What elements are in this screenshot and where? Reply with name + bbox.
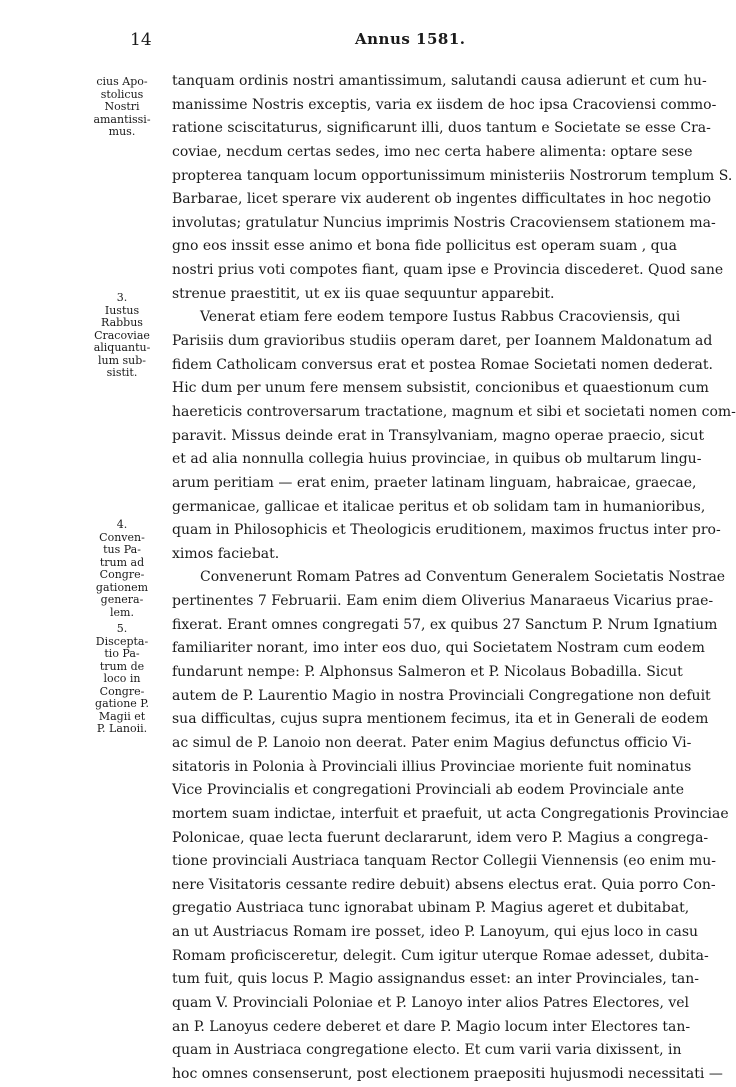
- text-line: ac simul de P. Lanoio non deerat. Pater enim Magius defunctus officio Vi-: [172, 734, 692, 751]
- page-header: [0, 30, 720, 54]
- text-line: et ad alia nonnulla collegia huius provinciae, in quibus ob multarum lingu-: [172, 451, 702, 468]
- text-line: sitatoris in Polonia à Provinciali illius Provinciae moriente fuit nominatus: [172, 758, 692, 775]
- text-line: Polonicae, quae lecta fuerunt declararunt, idem vero P. Magius a congrega-: [172, 829, 709, 846]
- text-line: arum peritiam — erat enim, praeter latinam linguam, habraicae, graecae,: [172, 474, 697, 491]
- margin-note-line: tio Pa-: [104, 647, 140, 660]
- margin-note-line: Magii et: [98, 709, 146, 723]
- text-line: Convenerunt Romam Patres ad Conventum Generalem Societatis Nostrae: [200, 569, 726, 586]
- margin-note-line: amantissi-: [93, 112, 151, 126]
- text-line: an P. Lanoyus cedere deberet et dare P. Magio locum inter Electores tan-: [172, 1018, 691, 1035]
- text-line: Hic dum per unum fere mensem subsistit, concionibus et quaestionum cum: [172, 380, 709, 397]
- text-line: paravit. Missus deinde erat in Transylvaniam, magno operae praecio, sicut: [172, 427, 705, 444]
- text-line: coviae, necdum certas sedes, imo nec certa habere alimenta: optare sese: [172, 143, 693, 160]
- running-title: Annus 1581.: [355, 30, 466, 48]
- text-line: nostri prius voti compotes fiant, quam ipse e Provincia discederet. Quod sane: [172, 262, 724, 279]
- margin-note-line: gatione P.: [95, 697, 149, 710]
- text-line: fidem Catholicam conversus erat et postea Romae Societati nomen dederat.: [172, 356, 713, 373]
- margin-note-line: Congre-: [99, 568, 145, 581]
- text-line: an ut Austriacus Romam ire posset, ideo P. Lanoyum, qui ejus loco in casu: [172, 924, 699, 941]
- text-line: autem de P. Laurentio Magio in nostra Provinciali Congregatione non defuit: [172, 687, 711, 704]
- margin-note-line: tus Pa-: [103, 543, 141, 556]
- margin-note-line: Conven-: [99, 530, 145, 544]
- text-line: fixerat. Erant omnes congregati 57, ex quibus 27 Sanctum P. Nrum Ignatium: [172, 616, 718, 633]
- text-line: mortem suam indictae, interfuit et praefuit, ut acta Congregationis Provinciae: [172, 805, 729, 822]
- body-text: [172, 70, 736, 1087]
- margin-note-line: cius Apo-: [96, 75, 148, 88]
- text-line: nere Visitatoris cessante redire debuit) absens electus erat. Quia porro Con-: [172, 876, 716, 893]
- text-line: involutas; gratulatur Nuncius imprimis Nostris Cracoviensem stationem ma-: [172, 214, 716, 231]
- margin-note-line: trum ad: [99, 555, 145, 569]
- margin-note-line: mus.: [108, 125, 136, 138]
- text-line: hoc omnes consenserunt, post electionem praepositi hujusmodi necessitati —: [172, 1065, 723, 1082]
- margin-note-line: genera-: [100, 593, 144, 606]
- margin-note-line: Congre-: [99, 684, 145, 698]
- margin-note-line: 3.: [116, 291, 128, 304]
- margin-note-line: 4.: [116, 518, 128, 531]
- text-line: ratione sciscitaturus, significarunt illi, duos tantum e Societate se esse Cra-: [172, 120, 711, 137]
- text-line: Parisiis dum gravioribus studiis operam daret, per Ioannem Maldonatum ad: [172, 333, 713, 350]
- margin-note-disceptatio: [74, 623, 170, 736]
- text-line: tione provinciali Austriaca tanquam Rector Collegii Viennensis (eo enim mu-: [172, 853, 716, 870]
- text-line: fundarunt nempe: P. Alphonsus Salmeron et P. Nicolaus Bobadilla. Sicut: [172, 664, 683, 681]
- margin-note-line: 5.: [116, 622, 128, 635]
- margin-note-line: Cracoviae: [94, 328, 150, 342]
- margin-note-line: Discepta-: [95, 634, 149, 648]
- text-line: Venerat etiam fere eodem tempore Iustus Rabbus Cracoviensis, qui: [200, 309, 681, 326]
- text-line: Vice Provincialis et congregationi Provinciali ab eodem Provinciale ante: [172, 782, 685, 799]
- margin-note-line: sistit.: [106, 366, 138, 379]
- text-line: tum fuit, quis locus P. Magio assignandus esset: an inter Provinciales, tan-: [172, 971, 699, 988]
- margin-note-line: Rabbus: [101, 316, 143, 329]
- margin-note-line: Iustus: [104, 303, 140, 317]
- text-line: strenue praestitit, ut ex iis quae sequuntur apparebit.: [172, 285, 555, 302]
- margin-note-conventus: [74, 519, 170, 619]
- text-line: manissime Nostris exceptis, varia ex iisdem de hoc ipsa Cracoviensi commo-: [172, 96, 717, 113]
- margin-note-line: P. Lanoii.: [96, 722, 148, 735]
- text-line: familiariter norant, imo inter eos duo, qui Societatem Nostram cum eodem: [172, 640, 705, 657]
- text-line: gregatio Austriaca tunc ignorabat ubinam P. Magius ageret et dubitabat,: [172, 900, 690, 917]
- text-line: quam in Austriaca congregatione electo. Et cum varii varia dixissent, in: [172, 1042, 682, 1059]
- text-line: pertinentes 7 Februarii. Eam enim diem Oliverius Manaraeus Vicarius prae-: [172, 593, 714, 610]
- margin-note-apostolicus: [74, 76, 170, 139]
- text-line: haereticis controversarum tractatione, magnum et sibi et societati nomen com-: [172, 403, 736, 420]
- margin-note-line: aliquantu-: [93, 341, 151, 354]
- margin-note-line: gationem: [95, 580, 149, 594]
- text-line: Barbarae, licet sperare vix auderent ob ingentes difficultates in hoc negotio: [172, 191, 712, 208]
- text-line: gno eos inssit esse animo et bona fide pollicitus est operam suam , qua: [172, 238, 677, 255]
- text-line: sua difficultas, cujus supra mentionem fecimus, ita et in Generali de eodem: [172, 711, 709, 728]
- text-line: quam in Philosophicis et Theologicis eruditionem, maximos fructus inter pro-: [172, 522, 721, 539]
- text-line: quam V. Provinciali Poloniae et P. Lanoyo inter alios Patres Electores, vel: [172, 994, 690, 1011]
- margin-note-line: stolicus: [100, 87, 144, 101]
- page-number: 14: [130, 30, 152, 50]
- margin-note-line: Nostri: [104, 100, 140, 113]
- margin-note-line: trum de: [99, 659, 145, 673]
- margin-note-line: loco in: [103, 672, 141, 685]
- margin-note-line: lum sub-: [97, 353, 147, 367]
- text-line: tanquam ordinis nostri amantissimum, salutandi causa adierunt et cum hu-: [172, 73, 707, 89]
- text-line: Romam proficisceretur, delegit. Cum igitur uterque Romae adesset, dubita-: [172, 947, 709, 964]
- text-line: propterea tanquam locum opportunissimum ministeriis Nostrorum templum S.: [172, 167, 733, 184]
- margin-note-iustus-rabbus: [74, 292, 170, 380]
- margin-note-line: lem.: [110, 605, 134, 619]
- text-line: germanicae, gallicae et italicae peritus et ob solidam tam in humanioribus,: [172, 498, 706, 515]
- text-line: ximos faciebat.: [172, 545, 280, 562]
